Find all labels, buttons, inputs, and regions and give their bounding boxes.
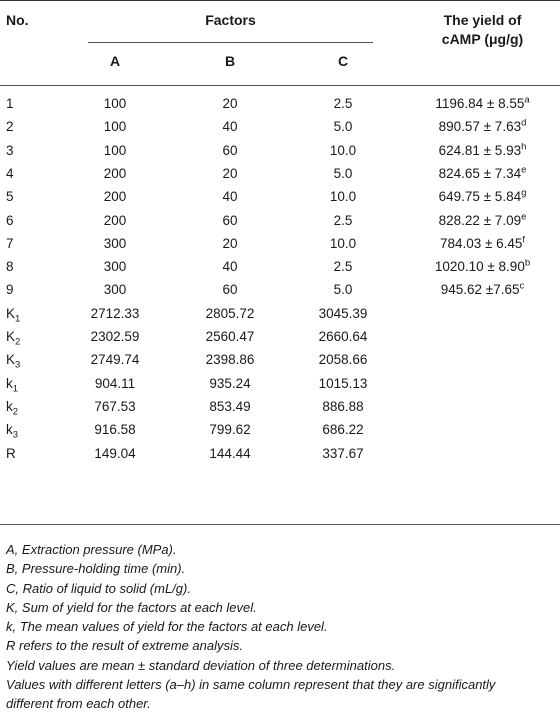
stat-symbol: K (6, 329, 16, 344)
cell-factor-a: 200 (103, 213, 127, 228)
header-factor-b: B (224, 53, 236, 69)
stat-factor-b: 144.44 (209, 446, 251, 461)
cell-yield: 649.75 ± 5.84$^g$ (438, 187, 527, 204)
header-no: No. (6, 12, 29, 28)
cell-factor-c: 5.0 (333, 282, 353, 297)
footnote-line: R refers to the result of extreme analysis. (6, 638, 243, 654)
stat-label (6, 422, 19, 441)
cell-yield: 824.65 ± 7.34$^e$ (438, 164, 527, 181)
cell-yield: 1196.84 ± 8.55$^a$ (435, 94, 530, 111)
stat-factor-a: 2712.33 (90, 306, 140, 321)
stat-subscript: 2 (12, 406, 19, 418)
stat-symbol: k (6, 376, 13, 391)
significance-letter: c (519, 280, 525, 292)
header-factors: Factors (205, 12, 256, 28)
significance-letter: h (521, 141, 527, 153)
stat-factor-a: 767.53 (94, 399, 136, 414)
cell-factor-c: 10.0 (329, 236, 357, 251)
significance-letter: a (524, 94, 530, 106)
footnote-line: Yield values are mean ± standard deviation of three determinations. (6, 657, 396, 673)
footnote-line: C, Ratio of liquid to solid (mL/g). (6, 580, 191, 596)
row-number: 6 (6, 213, 14, 228)
footnote-line: k, The mean values of yield for the factors at each level. (6, 619, 328, 635)
header-factor-a: A (109, 53, 121, 69)
significance-letter: d (521, 117, 527, 129)
significance-letter: e (521, 211, 527, 223)
stat-factor-c: 1015.13 (318, 376, 368, 391)
table-footnotes (6, 540, 558, 714)
cell-factor-b: 40 (222, 259, 238, 274)
cell-factor-b: 20 (222, 166, 238, 181)
stat-factor-b: 853.49 (209, 399, 251, 414)
cell-factor-c: 5.0 (333, 166, 353, 181)
stat-factor-c: 2660.64 (318, 329, 368, 344)
cell-factor-b: 60 (222, 143, 238, 158)
row-number: 9 (6, 282, 14, 297)
stat-factor-b: 2560.47 (205, 329, 255, 344)
cell-factor-a: 200 (103, 189, 127, 204)
cell-factor-c: 10.0 (329, 189, 357, 204)
cell-yield: 1020.10 ± 8.90$^b$ (434, 257, 531, 274)
stat-subscript: 2 (15, 336, 21, 348)
stat-label (6, 399, 19, 418)
stat-factor-b: 2805.72 (205, 306, 255, 321)
stat-subscript: 1 (15, 313, 21, 325)
stat-symbol: K (6, 306, 16, 321)
stat-factor-a: 2302.59 (90, 329, 140, 344)
stat-factor-c: 686.22 (322, 422, 364, 437)
stat-factor-c: 337.67 (322, 446, 364, 461)
cell-factor-b: 60 (222, 282, 238, 297)
header-yield-line1: The yield of (443, 12, 522, 28)
stat-factor-c: 886.88 (322, 399, 364, 414)
row-number: 8 (6, 259, 14, 274)
stat-factor-a: 904.11 (94, 376, 136, 391)
stat-subscript: 3 (15, 359, 21, 371)
stat-factor-c: 2058.66 (318, 352, 368, 367)
footnote-line: A, Extraction pressure (MPa). (6, 542, 177, 557)
cell-factor-a: 100 (103, 96, 127, 111)
cell-factor-c: 2.5 (333, 213, 353, 228)
top-rule (0, 0, 560, 1)
cell-yield: 784.03 ± 6.45$^f$ (439, 234, 526, 251)
header-yield-line2: cAMP (μg/g) (441, 31, 524, 47)
stat-factor-c: 3045.39 (318, 306, 368, 321)
row-number: 1 (6, 96, 14, 111)
significance-letter: e (521, 164, 527, 176)
header-factor-c: C (337, 53, 349, 69)
cell-factor-b: 40 (222, 189, 238, 204)
stat-subscript: 1 (12, 383, 19, 395)
significance-letter: f (522, 234, 526, 246)
cell-factor-c: 2.5 (333, 259, 353, 274)
stat-factor-b: 935.24 (209, 376, 251, 391)
stat-label (6, 329, 21, 348)
cell-factor-b: 20 (222, 236, 238, 251)
stat-symbol: R (6, 446, 16, 461)
cell-yield: 828.22 ± 7.09$^e$ (438, 211, 527, 228)
cell-factor-a: 300 (103, 282, 127, 297)
cell-factor-c: 10.0 (329, 143, 357, 158)
row-number: 3 (6, 143, 14, 158)
row-number: 2 (6, 119, 14, 134)
cell-factor-b: 20 (222, 96, 238, 111)
cell-factor-b: 40 (222, 119, 238, 134)
cell-factor-b: 60 (222, 213, 238, 228)
stat-symbol: K (6, 352, 16, 367)
stat-label (6, 446, 16, 462)
cell-yield: 945.62 ±7.65$^c$ (440, 280, 525, 297)
significance-letter: b (524, 257, 531, 269)
stat-symbol: k (6, 422, 13, 437)
row-number: 5 (6, 189, 14, 204)
stat-factor-a: 2749.74 (90, 352, 140, 367)
stat-subscript: 3 (12, 429, 19, 441)
cell-yield: 890.57 ± 7.63$^d$ (438, 117, 527, 134)
row-number: 4 (6, 166, 14, 181)
footnote-line: Values with different letters (a–h) in same column represent that they are significantly (6, 677, 496, 693)
footnote-line: different from each other. (6, 696, 151, 712)
row-number: 7 (6, 236, 14, 251)
stat-label (6, 376, 19, 395)
cell-factor-a: 300 (103, 259, 127, 274)
cell-factor-a: 200 (103, 166, 127, 181)
footnote-line: B, Pressure-holding time (min). (6, 561, 186, 577)
stat-factor-b: 2398.86 (205, 352, 255, 367)
factors-subrule (88, 42, 373, 43)
stat-label (6, 306, 21, 325)
significance-letter: g (521, 187, 527, 199)
stat-symbol: k (6, 399, 13, 414)
cell-factor-a: 100 (103, 119, 127, 134)
stat-factor-a: 149.04 (94, 446, 136, 461)
stat-label (6, 352, 21, 371)
bottom-rule (0, 524, 560, 525)
stat-factor-b: 799.62 (209, 422, 251, 437)
header-rule (0, 85, 560, 86)
cell-factor-a: 100 (103, 143, 127, 158)
cell-factor-c: 5.0 (333, 119, 353, 134)
cell-factor-c: 2.5 (333, 96, 353, 111)
footnote-line: K, Sum of yield for the factors at each level. (6, 599, 257, 615)
cell-factor-a: 300 (103, 236, 127, 251)
cell-yield: 624.81 ± 5.93$^h$ (438, 141, 527, 158)
stat-factor-a: 916.58 (94, 422, 136, 437)
